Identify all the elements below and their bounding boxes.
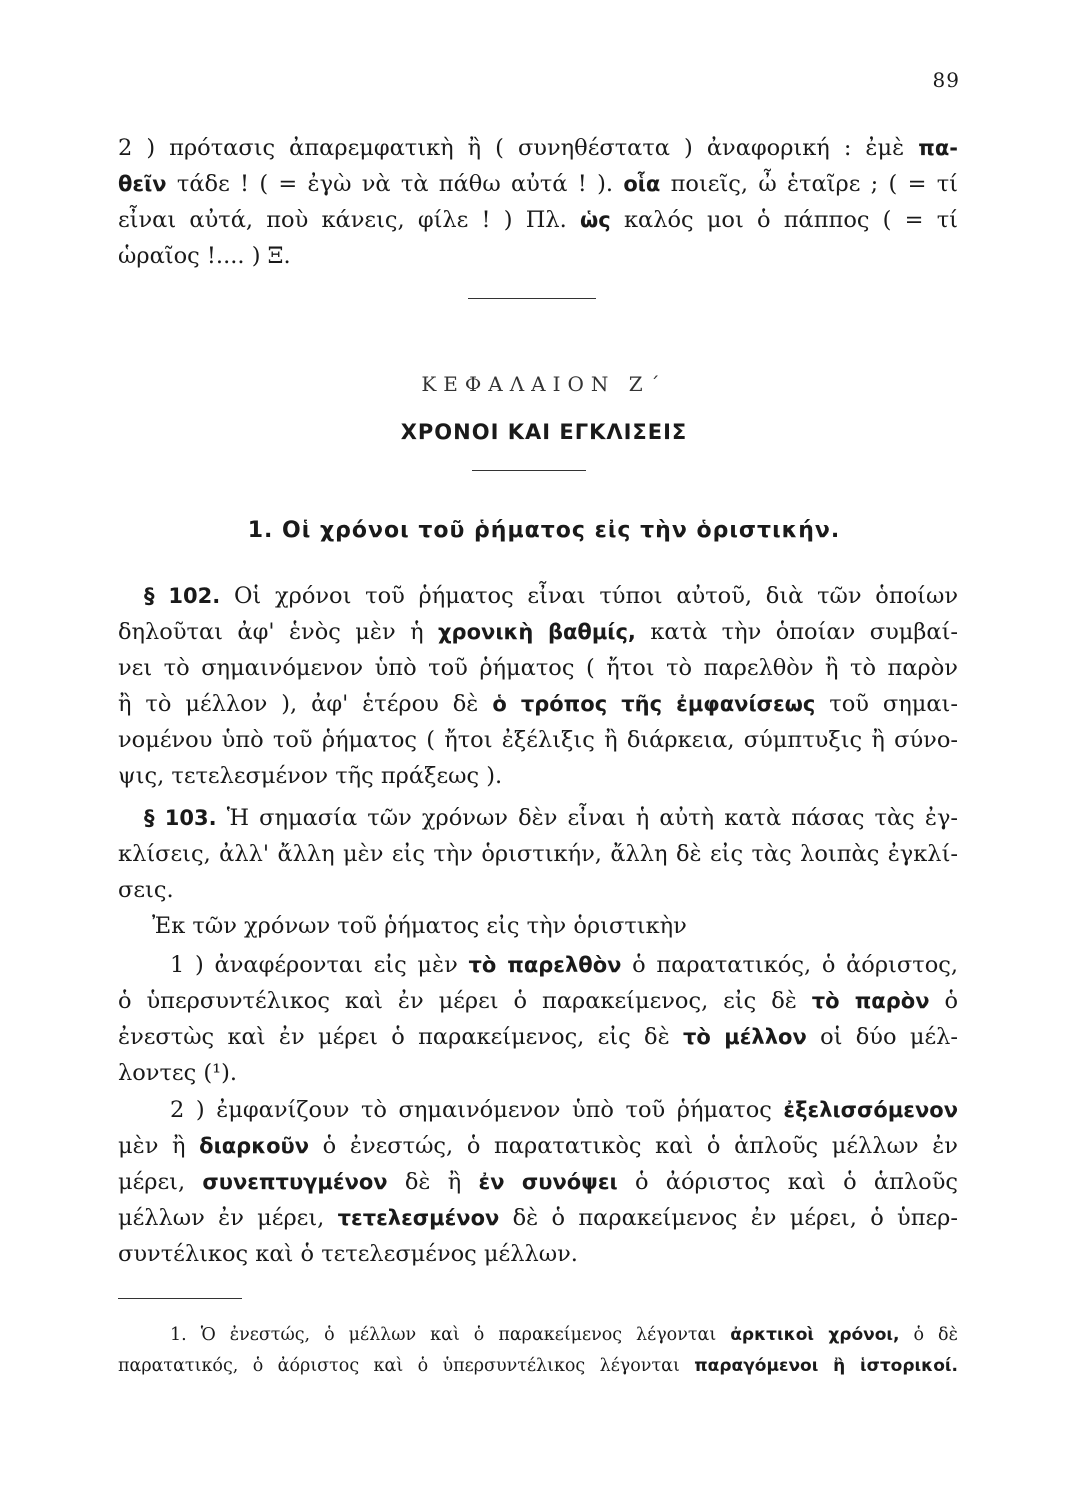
bold-term: τὸ παρὸν <box>811 989 930 1013</box>
bold-term: τὸ παρελθὸν <box>468 953 622 977</box>
bold-term: θεῖν <box>118 172 167 196</box>
bold-term: διαρκοῦν <box>199 1134 310 1158</box>
section-divider <box>468 298 596 299</box>
text-line <box>118 202 958 238</box>
chapter-label: ΚΕΦΑΛΑΙΟΝ Ζ΄ <box>421 372 667 396</box>
bold-term: χρονικὴ βαθμίς, <box>438 620 636 644</box>
text-run: μὲν ἢ <box>118 1133 200 1159</box>
text-run: 2 ) πρότασις ἀπαρεμφατικὴ ἢ ( συνηθέστατα ) ἀναφορική : ἐμὲ <box>118 135 905 161</box>
text-run: Ἡ σημασία τῶν χρόνων δὲν εἶναι ἡ αὐτὴ κατὰ πάσας τὰς ἐγ- <box>216 805 958 831</box>
section-103 <box>118 800 958 944</box>
text-run: ὁ ὑπερσυντέλικος καὶ ἐν μέρει ὁ παρακείμενος, εἰς δὲ <box>118 988 812 1014</box>
footnote-divider <box>118 1298 242 1299</box>
page-number: 89 <box>932 68 960 92</box>
text-line <box>118 686 958 722</box>
text-line: ὡραῖος !.... ) Ξ. <box>118 243 291 269</box>
text-run: παρατατικός, ὁ ἀόριστος καὶ ὁ ὑπερσυντέλικος λέγονται <box>118 1356 695 1376</box>
footnote-line <box>118 1320 958 1351</box>
section-number: § 102. <box>144 584 221 608</box>
text-run: 2 ) ἐμφανίζουν τὸ σημαινόμενον ὑπὸ τοῦ ῥήματος <box>170 1097 784 1123</box>
text-run: δηλοῦται ἀφ' ἑνὸς μὲν ἡ <box>118 619 439 645</box>
section-102 <box>118 578 958 794</box>
text-line: συντέλικος καὶ ὁ τετελεσμένος μέλλων. <box>118 1241 578 1267</box>
text-line: λοντες (¹). <box>118 1060 238 1086</box>
text-line: νομένου ὑπὸ τοῦ ῥήματος ( ἤτοι ἐξέλιξις ἢ διάρκεια, σύμπτυξις ἢ σύνο- <box>118 727 958 753</box>
text-line <box>118 1128 958 1164</box>
text-line: κλίσεις, ἀλλ' ἄλλη μὲν εἰς τὴν ὁριστικήν, ἄλλη δὲ εἰς τὰς λοιπὰς ἐγκλί- <box>118 841 958 867</box>
text-run: ὁ δὲ <box>899 1325 958 1345</box>
text-run: ποιεῖς, ὦ ἑταῖρε ; ( = τί <box>660 171 958 197</box>
text-run: ὁ ἀόριστος καὶ ὁ ἁπλοῦς <box>617 1169 958 1195</box>
footnote-line <box>118 1351 958 1382</box>
footnote <box>118 1320 958 1382</box>
text-line <box>118 947 958 983</box>
bold-term: ἀρκτικοὶ χρόνοι, <box>730 1325 900 1345</box>
text-line <box>118 1092 958 1128</box>
text-line: σεις. <box>118 877 174 903</box>
subsection-title: 1. Οἱ χρόνοι τοῦ ῥήματος εἰς τὴν ὁριστικήν. <box>247 518 841 543</box>
text-run: δὲ ἢ <box>387 1169 479 1195</box>
bold-term: ἐξελισσόμενον <box>783 1098 958 1122</box>
text-run: 1. Ὁ ἐνεστώς, ὁ μέλλων καὶ ὁ παρακείμενος λέγονται <box>170 1325 731 1345</box>
bold-term: τετελεσμένον <box>337 1206 500 1230</box>
text-line <box>118 614 958 650</box>
list-item-2 <box>118 1092 958 1272</box>
bold-term: ὡς <box>580 208 611 232</box>
title-divider <box>472 470 586 471</box>
text-run: εἶναι αὐτά, ποὺ κάνεις, φίλε ! ) Πλ. <box>118 207 581 233</box>
bold-term: ἐν συνόψει <box>478 1170 618 1194</box>
bold-term: ὁ τρόπος τῆς ἐμφανίσεως <box>492 692 816 716</box>
bold-term: παραγόμενοι ἢ ἱστορικοί. <box>694 1356 958 1376</box>
text-line: Ἐκ τῶν χρόνων τοῦ ῥήματος εἰς τὴν ὁριστικὴν <box>152 913 687 939</box>
text-run: ἐνεστὼς καὶ ἐν μέρει ὁ παρακείμενος, εἰς δὲ <box>118 1024 683 1050</box>
text-run: δὲ ὁ παρακείμενος ἐν μέρει, ὁ ὑπερ- <box>499 1205 958 1231</box>
bold-term: πα- <box>918 136 958 160</box>
text-run: τάδε ! ( = ἐγὼ νὰ τὰ πάθω αὐτά ! ). <box>166 171 624 197</box>
text-run: μέρει, <box>118 1169 203 1195</box>
text-run: ὁ παρατατικός, ὁ ἀόριστος, <box>621 952 958 978</box>
text-run: κατὰ τὴν ὁποίαν συμβαί- <box>635 619 958 645</box>
text-line: νει τὸ σημαινόμενον ὑπὸ τοῦ ῥήματος ( ἤτοι τὸ παρελθὸν ἢ τὸ παρὸν <box>118 655 958 681</box>
text-run: μέλλων ἐν μέρει, <box>118 1205 338 1231</box>
text-run: ὁ ἐνεστώς, ὁ παρατατικὸς καὶ ὁ ἁπλοῦς μέλλων ἐν <box>309 1133 958 1159</box>
text-line <box>118 983 958 1019</box>
text-run: οἱ δύο μέλ- <box>806 1024 958 1050</box>
section-number: § 103. <box>144 806 217 830</box>
text-line: ψις, τετελεσμένον τῆς πράξεως ). <box>118 763 503 789</box>
text-run: Οἱ χρόνοι τοῦ ῥήματος εἶναι τύποι αὐτοῦ, διὰ τῶν ὁποίων <box>220 583 958 609</box>
bold-term: τὸ μέλλον <box>682 1025 807 1049</box>
intro-paragraph <box>118 130 958 274</box>
chapter-title: ΧΡΟΝΟΙ ΚΑΙ ΕΓΚΛΙΣΕΙΣ <box>400 420 688 444</box>
bold-term: οἷα <box>623 172 661 196</box>
text-line <box>118 578 958 614</box>
text-run: ἢ τὸ μέλλον ), ἀφ' ἑτέρου δὲ <box>118 691 493 717</box>
text-line <box>118 1164 958 1200</box>
text-line <box>118 130 958 166</box>
text-line <box>118 166 958 202</box>
text-run: 1 ) ἀναφέρονται εἰς μὲν <box>170 952 469 978</box>
text-run: καλός μοι ὁ πάππος ( = τί <box>610 207 958 233</box>
text-line <box>118 800 958 836</box>
text-run: ὁ <box>929 988 958 1014</box>
bold-term: συνεπτυγμένον <box>202 1170 388 1194</box>
list-item-1 <box>118 947 958 1091</box>
text-run: τοῦ σημαι- <box>815 691 958 717</box>
text-line <box>118 1200 958 1236</box>
text-line <box>118 1019 958 1055</box>
